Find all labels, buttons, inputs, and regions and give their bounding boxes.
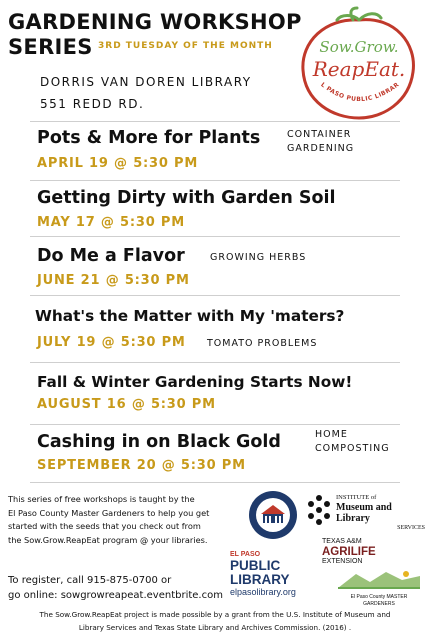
workshop-tag-line: GARDENING — [287, 143, 355, 154]
page-title — [8, 10, 302, 60]
logo-text-1: Sow.Grow. — [319, 38, 399, 56]
imls-logo — [305, 492, 425, 532]
master-gardeners-text: El Paso County MASTER GARDENERS — [350, 594, 408, 607]
footer — [10, 608, 420, 634]
workshop-date: AUGUST 16 @ 5:30 PM — [37, 397, 216, 412]
imls-text-line: Museum and Library — [336, 502, 392, 524]
agrilife-text-line: EXTENSION — [322, 558, 363, 565]
workshop-tag: GROWING HERBS — [210, 252, 307, 263]
registration-phone: To register, call 915-875-0700 or — [8, 575, 172, 586]
workshop-date: JULY 19 @ 5:30 PM — [37, 335, 186, 350]
subtitle: 3RD TUESDAY OF THE MONTH — [98, 41, 273, 51]
workshop-title: Do Me a Flavor — [37, 246, 185, 266]
workshop-tag — [315, 428, 390, 456]
workshop-date: MAY 17 @ 5:30 PM — [37, 215, 185, 230]
workshop-tag-line: HOME — [315, 429, 348, 440]
venue-name: DORRIS VAN DOREN LIBRARY — [40, 75, 252, 89]
logo-arc-text: L PASO PUBLIC LIBRAR — [319, 81, 401, 104]
tomato-logo-icon — [297, 6, 421, 124]
imls-text-line: SERVICES — [397, 525, 425, 531]
epl-text-line: EL PASO — [230, 551, 261, 558]
footer-line: The Sow.Grow.ReapEat project is made possible by a grant from the U.S. Institute of Museum and — [39, 610, 391, 619]
workshop-title: Cashing in on Black Gold — [37, 432, 281, 452]
workshop-title: What's the Matter with My 'maters? — [35, 307, 345, 325]
venue — [40, 71, 252, 115]
logo-text-2: ReapEat. — [312, 57, 406, 81]
divider — [30, 295, 400, 296]
workshop-date: APRIL 19 @ 5:30 PM — [37, 156, 199, 171]
workshop-date: JUNE 21 @ 5:30 PM — [37, 273, 190, 288]
divider — [30, 236, 400, 237]
workshop-title: Pots & More for Plants — [37, 128, 261, 148]
divider — [30, 362, 400, 363]
agrilife-text-line: TEXAS A&M — [322, 538, 362, 545]
imls-text — [336, 494, 425, 532]
master-gardeners-logo — [336, 568, 422, 607]
imls-text-line: INSTITUTE of — [336, 494, 377, 501]
registration-info — [8, 573, 223, 603]
description-line: started with the seeds that you check out from — [8, 521, 201, 531]
epl-text-line: PUBLIC LIBRARY — [230, 558, 290, 587]
divider — [30, 180, 400, 181]
divider — [30, 121, 400, 122]
workshop-tag — [287, 128, 354, 156]
epl-text-line: elpasolibrary.org — [230, 587, 296, 597]
landscape-icon — [336, 568, 422, 590]
venue-address: 551 REDD RD. — [40, 97, 145, 111]
texas-state-library-seal — [248, 490, 298, 540]
sow-grow-reapeat-logo — [297, 6, 421, 124]
agrilife-text-line: AGRILIFE — [322, 546, 376, 558]
workshop-tag: TOMATO PROBLEMS — [207, 338, 318, 349]
description-line: El Paso County Master Gardeners to help you get — [8, 507, 210, 518]
title-line-1: GARDENING WORKSHOP — [8, 10, 302, 34]
workshop-tag-line: CONTAINER — [287, 129, 352, 140]
footer-line: Library Services and Texas State Library and Archives Commission. (2016) . — [78, 623, 352, 632]
library-seal-icon — [248, 490, 298, 540]
divider — [30, 482, 400, 483]
workshop-date: SEPTEMBER 20 @ 5:30 PM — [37, 458, 246, 473]
description-line: the Sow.Grow.ReapEat program @ your libraries. — [8, 534, 208, 545]
title-line-2: SERIES — [8, 35, 93, 59]
divider — [30, 424, 400, 425]
workshop-title: Getting Dirty with Garden Soil — [37, 188, 336, 208]
imls-mark-icon — [305, 494, 333, 528]
registration-url[interactable]: go online: sowgrowreapeat.eventbrite.com — [8, 590, 223, 601]
workshop-tag-line: COMPOSTING — [315, 443, 390, 454]
agrilife-logo — [322, 538, 422, 568]
description-line: This series of free workshops is taught by the — [8, 494, 195, 504]
el-paso-public-library-logo — [230, 551, 330, 597]
workshop-title: Fall & Winter Gardening Starts Now! — [37, 373, 353, 391]
